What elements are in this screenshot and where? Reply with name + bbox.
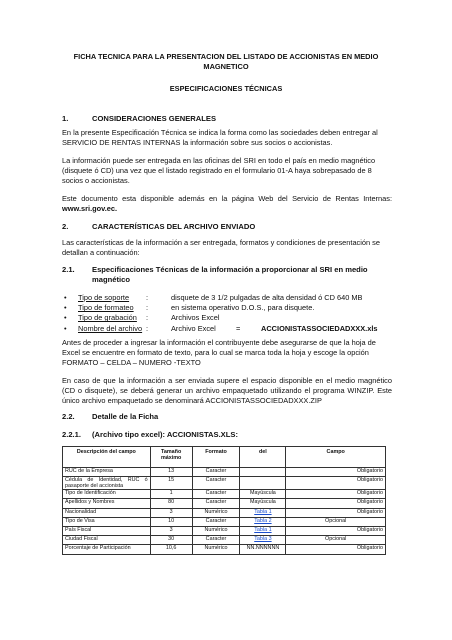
- table-link[interactable]: Tabla 2: [254, 517, 272, 524]
- table-row: [63, 517, 386, 526]
- table-row: [63, 536, 386, 545]
- cell-extra: [240, 468, 286, 477]
- specs-bullet-list: [62, 293, 392, 334]
- section-number: 2.: [62, 222, 69, 231]
- bullet-label: Tipo de soporte: [78, 293, 130, 302]
- table-row: [63, 499, 386, 508]
- cell-format: Caracter: [192, 477, 240, 490]
- column-header-description: Descripción del campo: [63, 447, 151, 468]
- cell-description: Cédula de Identidad, RUC ó pasaporte del accionista: [63, 477, 151, 490]
- cell-field: Opcional: [286, 517, 386, 526]
- list-item: [62, 324, 392, 334]
- cell-field: Obligatorio: [286, 477, 386, 490]
- cell-format: Numérico: [192, 526, 240, 535]
- title-line-1: FICHA TECNICA PARA LA PRESENTACION DEL LISTADO DE ACCIONISTAS EN MEDIO: [73, 52, 379, 61]
- bullet-label: Tipo de grabación: [78, 313, 137, 323]
- cell-format: Caracter: [192, 499, 240, 508]
- cell-format: Caracter: [192, 517, 240, 526]
- bullet-icon: •: [64, 293, 67, 302]
- bullet-label: Nombre del archivo: [78, 323, 143, 333]
- cell-field: Obligatorio: [286, 545, 386, 554]
- cell-size: 10: [150, 517, 192, 526]
- bullet-value: Archivo Excel: [171, 323, 216, 333]
- column-header-size: [150, 447, 192, 468]
- cell-extra: [240, 477, 286, 490]
- cell-format: Numérico: [192, 545, 240, 554]
- cell-description: Porcentaje de Participación: [63, 545, 151, 554]
- cell-extra: Mayúscula: [240, 490, 286, 499]
- cell-size: 80: [150, 499, 192, 508]
- cell-size: 13: [150, 468, 192, 477]
- bullet-value: Archivos Excel: [171, 313, 220, 323]
- cell-field: Obligatorio: [286, 499, 386, 508]
- table-row: [63, 490, 386, 499]
- section-1-paragraph-3: [62, 194, 392, 214]
- cell-extra-link[interactable]: [240, 536, 286, 545]
- cell-size: 15: [150, 477, 192, 490]
- section-1-paragraph-1: En la presente Especificación Técnica se indica la forma como las sociedades deben entregar al SERVICIO DE RENTAS INTERNAS la información sobre sus socios o accionistas.: [62, 128, 378, 147]
- document-subtitle: ESPECIFICACIONES TÉCNICAS: [169, 84, 283, 93]
- table-row: [63, 468, 386, 477]
- section-title-line-1: Especificaciones Técnicas de la información a proporcionar al SRI en medio: [92, 265, 368, 274]
- section-title: CONSIDERACIONES GENERALES: [92, 114, 217, 123]
- cell-field: Obligatorio: [286, 468, 386, 477]
- table-link[interactable]: Tabla 3: [254, 536, 272, 543]
- fields-table: [62, 446, 386, 555]
- bullet-equals: =: [236, 323, 241, 333]
- cell-description: País Fiscal: [63, 526, 151, 535]
- cell-description: RUC de la Empresa: [63, 468, 151, 477]
- cell-field: Obligatorio: [286, 526, 386, 535]
- section-number: 2.1.: [62, 265, 75, 274]
- section-number: 1.: [62, 114, 69, 123]
- cell-extra-link[interactable]: [240, 508, 286, 517]
- header-size-line-1: Tamaño: [160, 449, 182, 455]
- list-item: [62, 293, 392, 303]
- cell-extra-link[interactable]: [240, 517, 286, 526]
- cell-description: Tipo de Visa: [63, 517, 151, 526]
- bullet-icon: •: [64, 303, 67, 313]
- table-row: [63, 545, 386, 554]
- cell-format: Caracter: [192, 490, 240, 499]
- column-header-format: Formato: [192, 447, 240, 468]
- bullet-icon: •: [64, 323, 67, 333]
- cell-extra: NN.NNNNNN: [240, 545, 286, 554]
- cell-size: 1: [150, 490, 192, 499]
- section-1-paragraph-2: La información puede ser entregada en las oficinas del SRI en todo el país en medio magnético (disquete ó CD) una vez que el listado registrado en el formulario 01-A haya sobrepasado de 8 socios o accionistas.: [62, 156, 376, 185]
- section-number: 2.2.: [62, 412, 75, 421]
- section-2-1-paragraph-1: Antes de proceder a ingresar la información el contribuyente debe asegurarse de que la hoja de Excel se encuentre en formato de texto, para lo cual se marca toda la hoja y escoge la opción FORMATO – CELDA – NUMERO -TEXTO: [62, 338, 376, 367]
- cell-size: 10,6: [150, 545, 192, 554]
- title-line-2: MAGNETICO: [203, 62, 249, 71]
- table-row: [63, 526, 386, 535]
- cell-description: Apellidos y Nombres: [63, 499, 151, 508]
- cell-size: 3: [150, 508, 192, 517]
- cell-description: Ciudad Fiscal: [63, 536, 151, 545]
- table-row: [63, 508, 386, 517]
- header-size-line-2: máximo: [160, 455, 182, 461]
- section-title: CARACTERÍSTICAS DEL ARCHIVO ENVIADO: [92, 222, 256, 231]
- table-link[interactable]: Tabla 1: [254, 526, 272, 533]
- list-item: [62, 313, 392, 323]
- bullet-icon: •: [64, 313, 67, 323]
- table-row: [63, 477, 386, 490]
- section-2-1-paragraph-2: En caso de que la información a ser enviada supere el espacio disponible en el medio magnético (CD o disquete), se deberá generar un archivo empaquetado utilizando el programa WINZIP. Este único archivo empaquetado se denominará ACCIONISTASSOCIEDADXXX.ZIP: [62, 376, 392, 405]
- bullet-value: en sistema operativo D.O.S., para disquete.: [171, 303, 315, 313]
- document-title: [40, 52, 412, 72]
- column-header-field: Campo: [286, 447, 386, 468]
- website-link[interactable]: www.sri.gov.ec.: [62, 204, 118, 213]
- cell-field: Opcional: [286, 536, 386, 545]
- cell-field: Obligatorio: [286, 490, 386, 499]
- section-title: (Archivo tipo excel): ACCIONISTAS.XLS:: [92, 430, 238, 439]
- bullet-colon: :: [146, 293, 149, 302]
- cell-size: 30: [150, 536, 192, 545]
- section-title: Detalle de la Ficha: [92, 412, 159, 421]
- cell-field: Obligatorio: [286, 508, 386, 517]
- cell-extra-link[interactable]: [240, 526, 286, 535]
- website-sentence: Este documento esta disponible además en la página Web del Servicio de Rentas Internas:: [62, 194, 392, 203]
- bullet-colon: :: [146, 303, 149, 313]
- file-name: ACCIONISTASSOCIEDADXXX.xls: [261, 323, 378, 333]
- bullet-colon: :: [146, 313, 149, 323]
- table-link[interactable]: Tabla 1: [254, 508, 272, 515]
- bullet-colon: :: [146, 323, 149, 333]
- list-item: [62, 303, 392, 313]
- bullet-value: disquete de 3 1/2 pulgadas de alta densidad ó CD 640 MB: [171, 293, 363, 302]
- cell-extra: Mayúscula: [240, 499, 286, 508]
- section-number: 2.2.1.: [62, 430, 81, 439]
- cell-format: Caracter: [192, 468, 240, 477]
- cell-size: 3: [150, 526, 192, 535]
- section-title-line-2: magnético: [92, 275, 130, 284]
- cell-description: Nacionalidad: [63, 508, 151, 517]
- cell-format: Caracter: [192, 536, 240, 545]
- cell-description: Tipo de Identificación: [63, 490, 151, 499]
- bullet-label: Tipo de formateo: [78, 303, 134, 313]
- cell-format: Numérico: [192, 508, 240, 517]
- table-header-row: [63, 447, 386, 468]
- column-header-del: del: [240, 447, 286, 468]
- section-2-paragraph: Las características de la información a ser entregada, formatos y condiciones de presentación se detallan a continuación:: [62, 238, 380, 257]
